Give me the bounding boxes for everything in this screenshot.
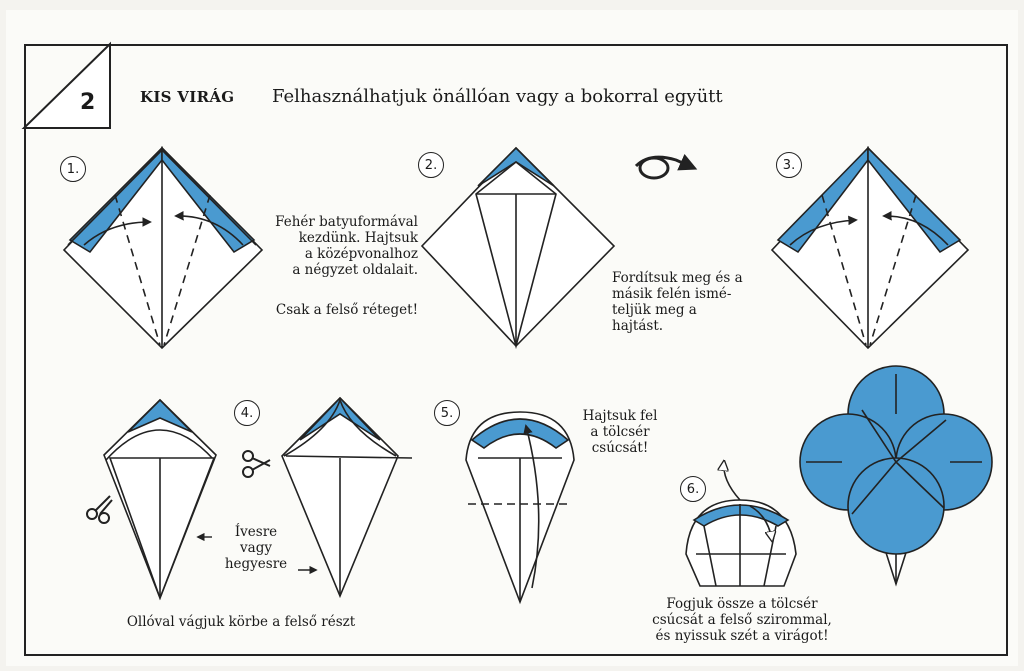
step4-side-text: Ívesre vagy hegyesre — [224, 524, 288, 572]
step5-text: Hajtsuk fel a tölcsér csúcsát! — [582, 408, 658, 456]
page-title: KIS VIRÁG — [140, 88, 235, 106]
step3-number: 3. — [776, 152, 802, 178]
step1-note: Csak a felső réteget! — [275, 302, 418, 318]
content-frame — [24, 44, 1008, 656]
step1-text: Fehér batyuformával kezdünk. Hajtsuk a középvonalhoz a négyzet oldalait. — [275, 214, 418, 278]
page-number: 2 — [80, 90, 96, 115]
step4-number: 4. — [234, 400, 260, 426]
step5-number: 5. — [434, 400, 460, 426]
step6-text: Fogjuk össze a tölcsér csúcsát a felső szirommal, és nyissuk szét a virágot! — [652, 596, 832, 644]
step6-number: 6. — [680, 476, 706, 502]
step4-text: Ollóval vágjuk körbe a felső részt — [126, 614, 356, 630]
step1-number: 1. — [60, 156, 86, 182]
step2-text: Fordítsuk meg és a másik felén ismé- teljük meg a hajtást. — [612, 270, 743, 334]
page-subtitle: Felhasználhatjuk önállóan vagy a bokorral együtt — [272, 86, 723, 107]
step2-number: 2. — [418, 152, 444, 178]
